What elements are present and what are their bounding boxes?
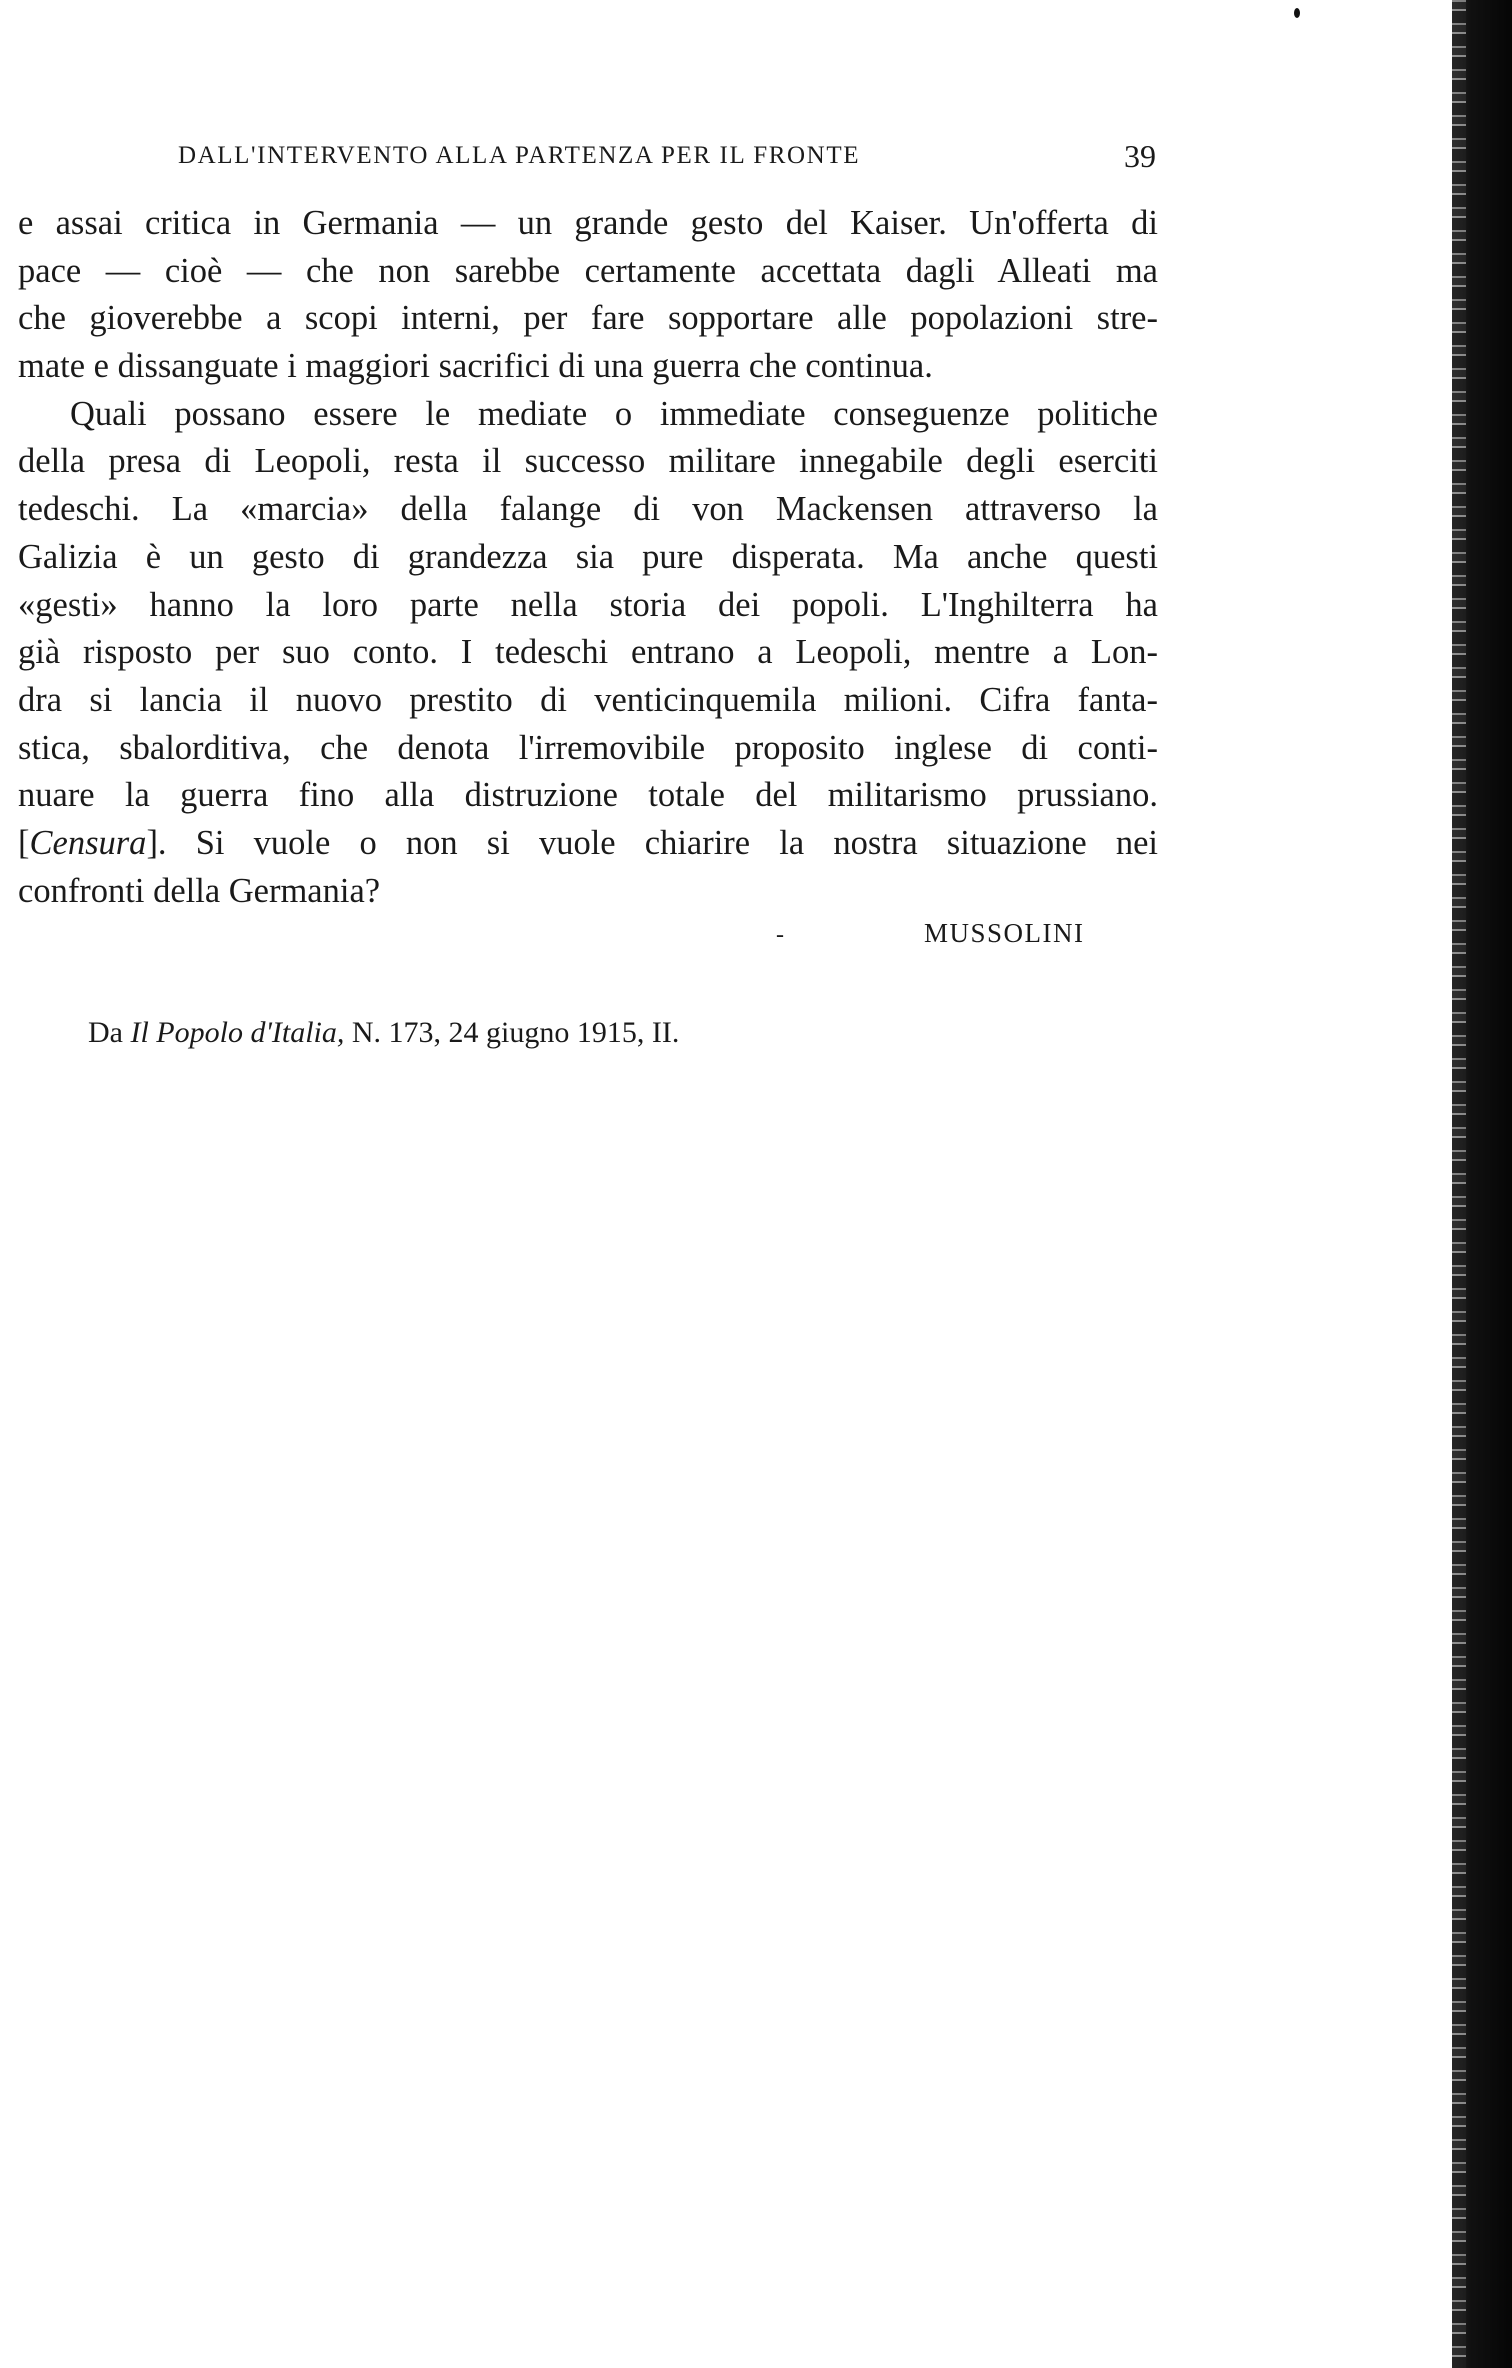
text-line: che gioverebbe a scopi interni, per fare sopportare alle popolazioni stre-	[18, 299, 1158, 338]
running-head	[178, 138, 1156, 182]
source-citation	[88, 1016, 679, 1050]
text-line: confronti della Germania?	[18, 871, 381, 910]
source-details: N. 173, 24 giugno 1915, II.	[344, 1016, 680, 1049]
page-binding-edge	[1452, 0, 1512, 2368]
text-line: dra si lancia il nuovo prestito di venticinquemila milioni. Cifra fanta-	[18, 680, 1158, 719]
text-line: pace — cioè — che non sarebbe certamente accettata dagli Alleati ma	[18, 251, 1158, 290]
text-line: già risposto per suo conto. I tedeschi entrano a Leopoli, mentre a Lon-	[18, 633, 1158, 672]
scan-speck	[1294, 8, 1300, 18]
text-line: «gesti» hanno la loro parte nella storia dei popoli. L'Inghilterra ha	[18, 585, 1158, 624]
text-line: [Censura]. Si vuole o non si vuole chiarire la nostra situazione nei	[18, 823, 1158, 862]
text-line: stica, sbalorditiva, che denota l'irremovibile proposito inglese di conti-	[18, 728, 1158, 767]
body-text	[18, 200, 1158, 915]
source-publication: Il Popolo d'Italia,	[130, 1016, 345, 1049]
signature-dash: -	[776, 922, 784, 948]
running-title: DALL'INTERVENTO ALLA PARTENZA PER IL FRONTE	[178, 142, 861, 169]
text-line: mate e dissanguate i maggiori sacrifici di una guerra che continua.	[18, 347, 933, 386]
text-line: della presa di Leopoli, resta il successo militare innegabile degli eserciti	[18, 442, 1158, 481]
page-number: 39	[1124, 138, 1156, 174]
signature: MUSSOLINI	[924, 918, 1085, 948]
source-prefix: Da	[88, 1016, 131, 1049]
text-line: Galizia è un gesto di grandezza sia pure disperata. Ma anche questi	[18, 537, 1158, 576]
text-line: nuare la guerra fino alla distruzione totale del militarismo prussiano.	[18, 776, 1158, 815]
text-line: tedeschi. La «marcia» della falange di von Mackensen attraverso la	[18, 490, 1158, 529]
text-line: e assai critica in Germania — un grande gesto del Kaiser. Un'offerta di	[18, 204, 1158, 242]
text-line: Quali possano essere le mediate o immediate conseguenze politiche	[70, 394, 1158, 433]
